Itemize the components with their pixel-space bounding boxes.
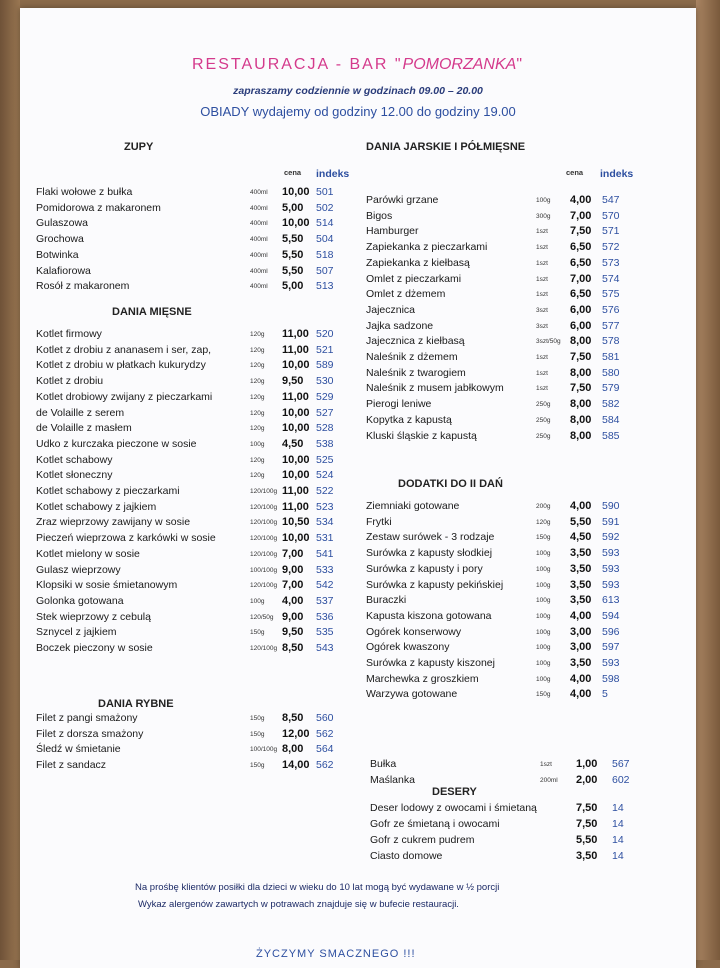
item-quantity: 200g [536,503,551,510]
item-index: 573 [602,256,620,269]
item-price: 10,50 [282,516,310,529]
section-title-jarskie: DANIA JARSKIE I PÓŁMIĘSNE [366,141,526,153]
item-index: 577 [602,319,620,332]
item-index: 593 [602,547,620,560]
item-index: 14 [612,850,624,862]
item-name: Ogórek kwaszony [366,641,450,654]
item-price: 3,50 [570,657,592,669]
item-quantity: 120/100g [250,488,278,495]
item-index: 542 [316,579,334,592]
item-name: Gulasz wieprzowy [36,563,121,576]
item-name: Buraczki [366,594,407,607]
item-quantity: 150g [536,691,551,699]
item-index: 527 [316,406,334,419]
background-left [0,0,20,960]
item-price: 9,00 [282,563,304,576]
item-index: 613 [602,594,620,607]
item-quantity: 250g [536,432,551,440]
item-quantity: 3szt/50g [536,338,561,346]
item-price: 5,50 [282,248,304,261]
item-name: Kotlet z drobiu [36,375,104,388]
item-index: 14 [612,834,624,846]
item-index: 572 [602,241,620,254]
item-index: 538 [316,437,334,450]
item-quantity: 120g [250,425,265,433]
item-quantity: 200ml [540,776,558,784]
column-header-index: indeks [316,168,350,180]
item-index: 5 [602,688,608,701]
item-quantity: 100g [250,440,265,448]
item-index: 598 [602,672,620,685]
item-name: Omlet z dżemem [366,288,446,301]
item-price: 8,00 [570,366,592,379]
item-name: Kotlet z drobiu w płatkach kukurydzy [36,359,206,372]
item-name: Warzywa gotowane [366,688,458,701]
item-price: 8,00 [570,429,592,442]
item-quantity: 100g [536,597,551,605]
section-title-rybne: DANIA RYBNE [98,698,174,710]
item-price: 3,50 [570,562,592,575]
item-index: 571 [602,225,620,238]
item-quantity: 120g [250,472,265,480]
item-index: 580 [602,366,620,379]
item-index: 521 [316,343,334,356]
item-index: 522 [316,485,334,497]
item-price: 5,50 [282,233,304,246]
item-price: 3,50 [576,850,598,862]
item-name: Flaki wołowe z bułka [36,186,133,198]
item-quantity: 100g [536,550,551,558]
item-index: 590 [602,500,620,512]
item-quantity: 100g [250,597,265,605]
item-index: 525 [316,453,334,466]
item-price: 10,00 [282,532,310,545]
item-index: 543 [316,642,334,654]
item-name: Boczek pieczony w sosie [36,642,153,654]
item-index: 537 [316,594,334,607]
item-price: 4,00 [570,609,592,622]
item-price: 9,50 [282,626,304,639]
item-price: 4,00 [570,194,592,206]
item-index: 534 [316,516,334,529]
item-quantity: 120/100g [250,519,278,527]
item-quantity: 1szt [536,244,548,252]
item-quantity: 100g [536,612,551,620]
item-quantity: 1szt [536,228,548,236]
item-price: 3,50 [570,594,592,607]
item-price: 3,50 [570,547,592,560]
item-price: 7,50 [576,802,598,814]
item-index: 593 [602,562,620,575]
item-name: Deser lodowy z owocami i śmietaną [370,802,537,814]
item-index: 528 [316,422,334,435]
item-name: Hamburger [366,225,419,238]
item-quantity: 150g [250,629,265,637]
item-name: Klopsiki w sosie śmietanowym [36,579,178,592]
item-index: 535 [316,626,334,639]
item-name: Kotlet schabowy z jajkiem [36,500,157,513]
item-name: Ogórek konserwowy [366,625,462,638]
item-price: 4,50 [570,531,592,544]
item-index: 578 [602,335,620,348]
item-name: Kapusta kiszona gotowana [366,609,492,622]
footer-children-note: Na prośbę klientów posiłki dla dzieci w wieku do 10 lat mogą być wydawane w ½ porcji [135,882,500,893]
item-quantity: 1szt [536,275,548,283]
item-name: Sznycel z jajkiem [36,626,117,639]
item-price: 11,00 [282,500,309,513]
item-price: 6,50 [570,288,592,301]
item-name: Filet z pangi smażony [36,712,138,724]
item-quantity: 1szt [536,291,548,299]
item-index: 574 [602,272,620,285]
item-name: Marchewka z groszkiem [366,672,479,685]
item-price: 11,00 [282,390,309,403]
restaurant-title: RESTAURACJA - BAR "POMORZANKA" [191,56,524,73]
item-index: 596 [602,625,620,638]
item-name: Zapiekanka z pieczarkami [366,241,488,254]
item-quantity: 120g [250,362,265,370]
item-name: Kotlet firmowy [36,328,102,340]
restaurant-name: POMORZANKA [402,56,517,73]
item-quantity: 120g [250,346,265,354]
item-price: 14,00 [282,759,310,772]
item-quantity: 100g [536,644,551,652]
item-index: 597 [602,641,620,654]
item-quantity: 100/100g [250,746,278,754]
item-quantity: 100g [536,565,551,573]
item-price: 3,50 [570,578,592,591]
column-header-price-right: cena [566,168,584,177]
item-index: 501 [316,186,334,198]
item-price: 9,50 [282,375,304,388]
item-price: 2,00 [576,773,598,786]
item-index: 570 [602,209,620,222]
item-quantity: 300g [536,212,551,220]
item-name: Stek wieprzowy z cebulą [36,610,151,623]
item-index: 514 [316,217,334,230]
item-quantity: 100g [536,197,551,204]
item-price: 7,50 [570,382,592,395]
item-index: 593 [602,578,620,591]
item-price: 3,00 [570,625,592,638]
item-price: 7,50 [570,351,592,363]
item-name: Kotlet schabowy z pieczarkami [36,485,180,497]
item-quantity: 150g [250,762,265,770]
item-price: 11,00 [282,485,309,497]
item-name: Rosół z makaronem [36,280,130,293]
item-quantity: 400ml [250,189,268,196]
background-right [696,0,720,960]
item-name: de Volaille z serem [36,406,125,419]
item-index: 524 [316,469,334,482]
item-quantity: 250g [536,401,551,409]
item-index: 520 [316,328,334,340]
item-index: 581 [602,351,620,363]
item-quantity: 1szt [536,385,548,393]
item-price: 10,00 [282,422,310,435]
item-index: 585 [602,429,620,442]
item-name: Gofr ze śmietaną i owocami [370,818,500,830]
item-quantity: 150g [250,715,265,722]
footer-wish: ŻYCZYMY SMACZNEGO !!! [256,948,416,960]
item-price: 6,50 [570,256,592,269]
item-quantity: 120/50g [250,613,274,621]
item-name: Parówki grzane [366,194,439,206]
item-price: 4,00 [282,594,304,607]
item-quantity: 400ml [250,236,268,244]
item-quantity: 120g [250,393,265,401]
item-quantity: 3szt [536,322,548,330]
item-index: 567 [612,758,630,770]
item-price: 8,00 [570,335,592,348]
item-index: 594 [602,609,620,622]
item-price: 5,50 [282,264,304,277]
item-price: 12,00 [282,727,310,740]
item-index: 593 [602,657,620,669]
item-price: 4,00 [570,500,592,512]
item-price: 8,00 [282,743,304,756]
item-price: 7,00 [282,579,304,592]
item-index: 547 [602,194,620,206]
item-name: Jajecznica z kiełbasą [366,335,465,348]
item-index: 602 [612,773,630,786]
item-price: 6,00 [570,319,592,332]
item-index: 533 [316,563,334,576]
item-index: 513 [316,280,334,293]
item-index: 579 [602,382,620,395]
item-quantity: 100g [536,660,551,667]
column-header-index-right: indeks [600,168,634,180]
item-price: 10,00 [282,469,310,482]
item-index: 502 [316,201,334,214]
item-name: Pomidorowa z makaronem [36,201,161,214]
section-title-miesne: DANIA MIĘSNE [112,306,192,318]
item-price: 8,50 [282,642,304,654]
item-quantity: 120g [250,331,265,338]
item-price: 7,50 [570,225,592,238]
item-name: Filet z sandacz [36,759,107,772]
item-index: 589 [316,359,334,372]
lunch-hours: OBIADY wydajemy od godziny 12.00 do godziny 19.00 [200,104,516,119]
item-price: 4,00 [570,688,592,701]
item-quantity: 3szt [536,306,548,314]
item-index: 14 [612,802,624,814]
column-header-price: cena [284,168,302,177]
item-price: 6,00 [570,303,592,316]
item-quantity: 400ml [250,204,268,212]
item-quantity: 1szt [536,259,548,267]
item-name: Golonka gotowana [36,594,124,607]
item-price: 10,00 [282,453,310,466]
item-index: 14 [612,818,624,830]
item-name: Filet z dorsza smażony [36,727,144,740]
item-price: 8,00 [570,413,592,426]
item-name: Kluski śląskie z kapustą [366,429,477,442]
opening-hours: zapraszamy codziennie w godzinach 09.00 – 20.00 [233,85,483,97]
item-price: 3,00 [570,641,592,654]
item-index: 576 [602,303,620,316]
item-price: 7,00 [570,209,592,222]
item-name: Naleśnik z twarogiem [366,366,466,379]
item-quantity: 120g [536,518,551,526]
item-price: 7,50 [576,818,598,830]
item-quantity: 400ml [250,267,268,275]
item-index: 582 [602,398,620,411]
item-quantity: 120/100g [250,645,278,652]
item-name: Kotlet z drobiu z ananasem i ser, zap, [36,343,212,356]
item-name: Naleśnik z musem jabłkowym [366,382,504,395]
item-name: Śledź w śmietanie [36,743,121,756]
item-quantity: 120g [250,456,265,464]
item-name: Gofr z cukrem pudrem [370,834,475,846]
item-quantity: 150g [536,534,551,542]
item-index: 529 [316,390,334,403]
item-price: 10,00 [282,186,310,198]
item-name: Bigos [366,209,393,222]
item-quantity: 400ml [250,220,268,228]
item-quantity: 120g [250,378,265,386]
item-quantity: 120/100g [250,503,278,511]
item-price: 4,00 [570,672,592,685]
item-quantity: 100/100g [250,566,278,574]
item-price: 7,00 [570,272,592,285]
item-index: 507 [316,264,334,277]
item-name: Ciasto domowe [370,850,443,862]
item-quantity: 120/100g [250,535,278,543]
item-index: 584 [602,413,620,426]
item-name: Ziemniaki gotowane [366,500,460,512]
section-title-dodatki: DODATKI DO II DAŃ [398,478,503,490]
item-quantity: 400ml [250,283,268,291]
item-name: Naleśnik z dżemem [366,351,458,363]
section-title-desery: DESERY [432,786,477,798]
item-price: 10,00 [282,359,310,372]
item-name: Pierogi leniwe [366,398,432,411]
item-price: 6,50 [570,241,592,254]
item-index: 592 [602,531,620,544]
item-quantity: 1szt [536,369,548,377]
item-quantity: 1szt [540,761,552,768]
item-name: Surówka z kapusty pekińskiej [366,578,504,591]
item-index: 530 [316,375,334,388]
item-quantity: 120/100g [250,550,278,558]
item-index: 560 [316,712,334,724]
item-name: Zestaw surówek - 3 rodzaje [366,531,495,544]
item-name: Gulaszowa [36,217,88,230]
item-name: Surówka z kapusty słodkiej [366,547,493,560]
footer-allergens-note: Wykaz alergenów zawartych w potrawach znajduje się w bufecie restauracji. [138,899,459,910]
item-name: Kotlet drobiowy zwijany z pieczarkami [36,390,213,403]
item-quantity: 100g [536,675,551,683]
item-index: 591 [602,515,620,528]
item-name: Kalafiorowa [36,264,91,277]
item-index: 523 [316,500,334,513]
item-name: Pieczeń wieprzowa z karkówki w sosie [36,532,216,545]
item-price: 1,00 [576,758,598,770]
item-quantity: 100g [536,581,551,589]
item-index: 536 [316,610,334,623]
item-index: 564 [316,743,334,756]
item-price: 5,50 [570,515,592,528]
item-quantity: 150g [250,730,265,738]
item-index: 562 [316,727,334,740]
item-index: 562 [316,759,334,772]
item-name: Botwinka [36,248,79,261]
item-name: Udko z kurczaka pieczone w sosie [36,437,197,450]
item-name: Jajka sadzone [366,319,434,332]
item-price: 10,00 [282,217,310,230]
item-price: 10,00 [282,406,310,419]
item-price: 5,00 [282,201,304,214]
item-name: Frytki [366,515,392,528]
item-price: 8,50 [282,712,304,724]
item-price: 11,00 [282,328,309,340]
menu-sheet [20,8,696,968]
item-name: Surówka z kapusty i pory [366,562,483,575]
item-price: 8,00 [570,398,592,411]
item-price: 7,00 [282,547,304,560]
item-name: Kotlet słoneczny [36,469,113,482]
item-quantity: 120g [250,409,265,417]
item-name: Kotlet schabowy [36,453,113,466]
item-name: de Volaille z masłem [36,422,132,435]
item-index: 541 [316,547,334,560]
item-name: Kotlet mielony w sosie [36,547,140,560]
item-quantity: 1szt [536,354,548,361]
item-name: Zraz wieprzowy zawijany w sosie [36,516,191,529]
item-price: 9,00 [282,610,304,623]
item-index: 504 [316,233,334,246]
item-name: Kopytka z kapustą [366,413,452,426]
item-price: 5,50 [576,834,598,846]
item-index: 575 [602,288,620,301]
item-price: 11,00 [282,343,309,356]
section-title-zupy: ZUPY [124,141,154,153]
item-price: 4,50 [282,437,304,450]
item-price: 5,00 [282,280,304,293]
item-name: Jajecznica [366,303,416,316]
item-quantity: 400ml [250,251,268,259]
item-index: 518 [316,248,334,261]
item-quantity: 100g [536,628,551,636]
item-index: 531 [316,532,334,545]
item-quantity: 250g [536,416,551,424]
item-quantity: 120/100g [250,582,278,590]
item-name: Omlet z pieczarkami [366,272,462,285]
item-name: Grochowa [36,233,84,246]
item-name: Bułka [370,758,397,770]
item-name: Zapiekanka z kiełbasą [366,256,470,269]
item-name: Maślanka [370,773,415,786]
item-name: Surówka z kapusty kiszonej [366,657,495,669]
